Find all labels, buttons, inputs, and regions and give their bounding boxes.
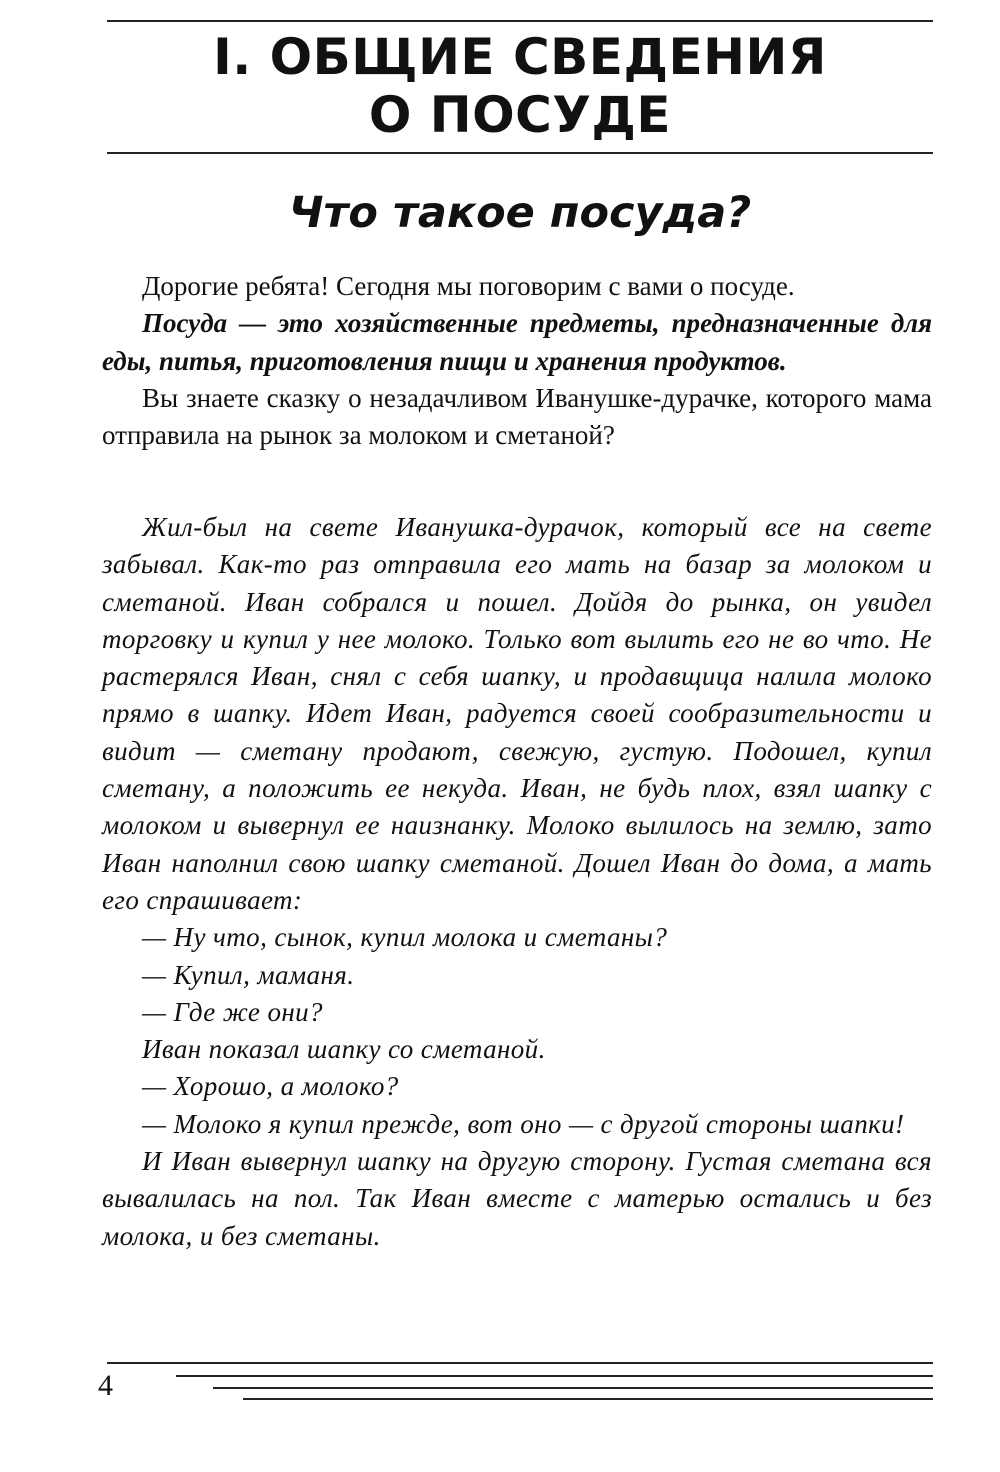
- intro-greeting: Дорогие ребята! Сегодня мы поговорим с вами о посуде.: [142, 271, 795, 301]
- tale-dialogue-line: — Хорошо, а молоко?: [142, 1071, 399, 1102]
- intro-block: [102, 268, 932, 454]
- footer-rule: [176, 1375, 933, 1377]
- top-rule: [107, 20, 933, 22]
- tale-dialogue-line: — Где же они?: [142, 996, 323, 1027]
- section-title: Что такое посуда?: [288, 188, 752, 238]
- chapter-title-line-1: I. ОБЩИЕ СВЕДЕНИЯ: [213, 28, 827, 86]
- chapter-title: [107, 28, 933, 144]
- tale-dialogue-line: — Купил, маманя.: [142, 959, 355, 990]
- footer-rule: [213, 1387, 933, 1389]
- footer-rule: [243, 1398, 933, 1400]
- tale-dialogue-line: — Молоко я купил прежде, вот оно — с другой стороны шапки!: [142, 1108, 905, 1139]
- intro-question: Вы знаете сказку о незадачливом Иванушке-дурачке, которого мама отправила на рынок за молоком и сметаной?: [102, 382, 932, 451]
- title-rule: [107, 152, 933, 154]
- dishes-definition: Посуда — это хозяйственные предметы, предназначенные для еды, питья, приготовления пищи и хранения продуктов.: [102, 308, 932, 376]
- tale-narration-line: Иван показал шапку со сметаной.: [142, 1034, 546, 1065]
- footer-rule: [107, 1362, 933, 1364]
- tale-ending: И Иван вывернул шапку на другую сторону. Густая сметана вся вывалилась на пол. Так Иван вместе с матерью остались и без молока, и без сметаны.: [102, 1146, 932, 1251]
- fairy-tale: [102, 509, 932, 1255]
- page-number: 4: [98, 1369, 113, 1402]
- tale-dialogue-line: — Ну что, сынок, купил молока и сметаны?: [142, 922, 668, 953]
- chapter-title-line-2: О ПОСУДЕ: [368, 86, 672, 144]
- tale-narrative: Жил-был на свете Иванушка-дурачок, который все на свете забывал. Как-то раз отправила его мать на базар за молоком и сметаной. Иван собрался и пошел. Дойдя до рынка, он увидел торговку и купил у нее молоко. Только вот вылить его не во что. Не растерялся Иван, снял с себя шапку, и продавщица налила молоко прямо в шапку. Идет Иван, радуется своей сообразительности и видит — сметану продают, свежую, густую. Подошел, купил сметану, а положить ее некуда. Иван, не будь плох, взял шапку с молоком и вывернул ее наизнанку. Молоко вылилось на землю, зато Иван наполнил свою шапку сметаной. Дошел Иван до дома, а мать его спрашивает:: [102, 512, 932, 915]
